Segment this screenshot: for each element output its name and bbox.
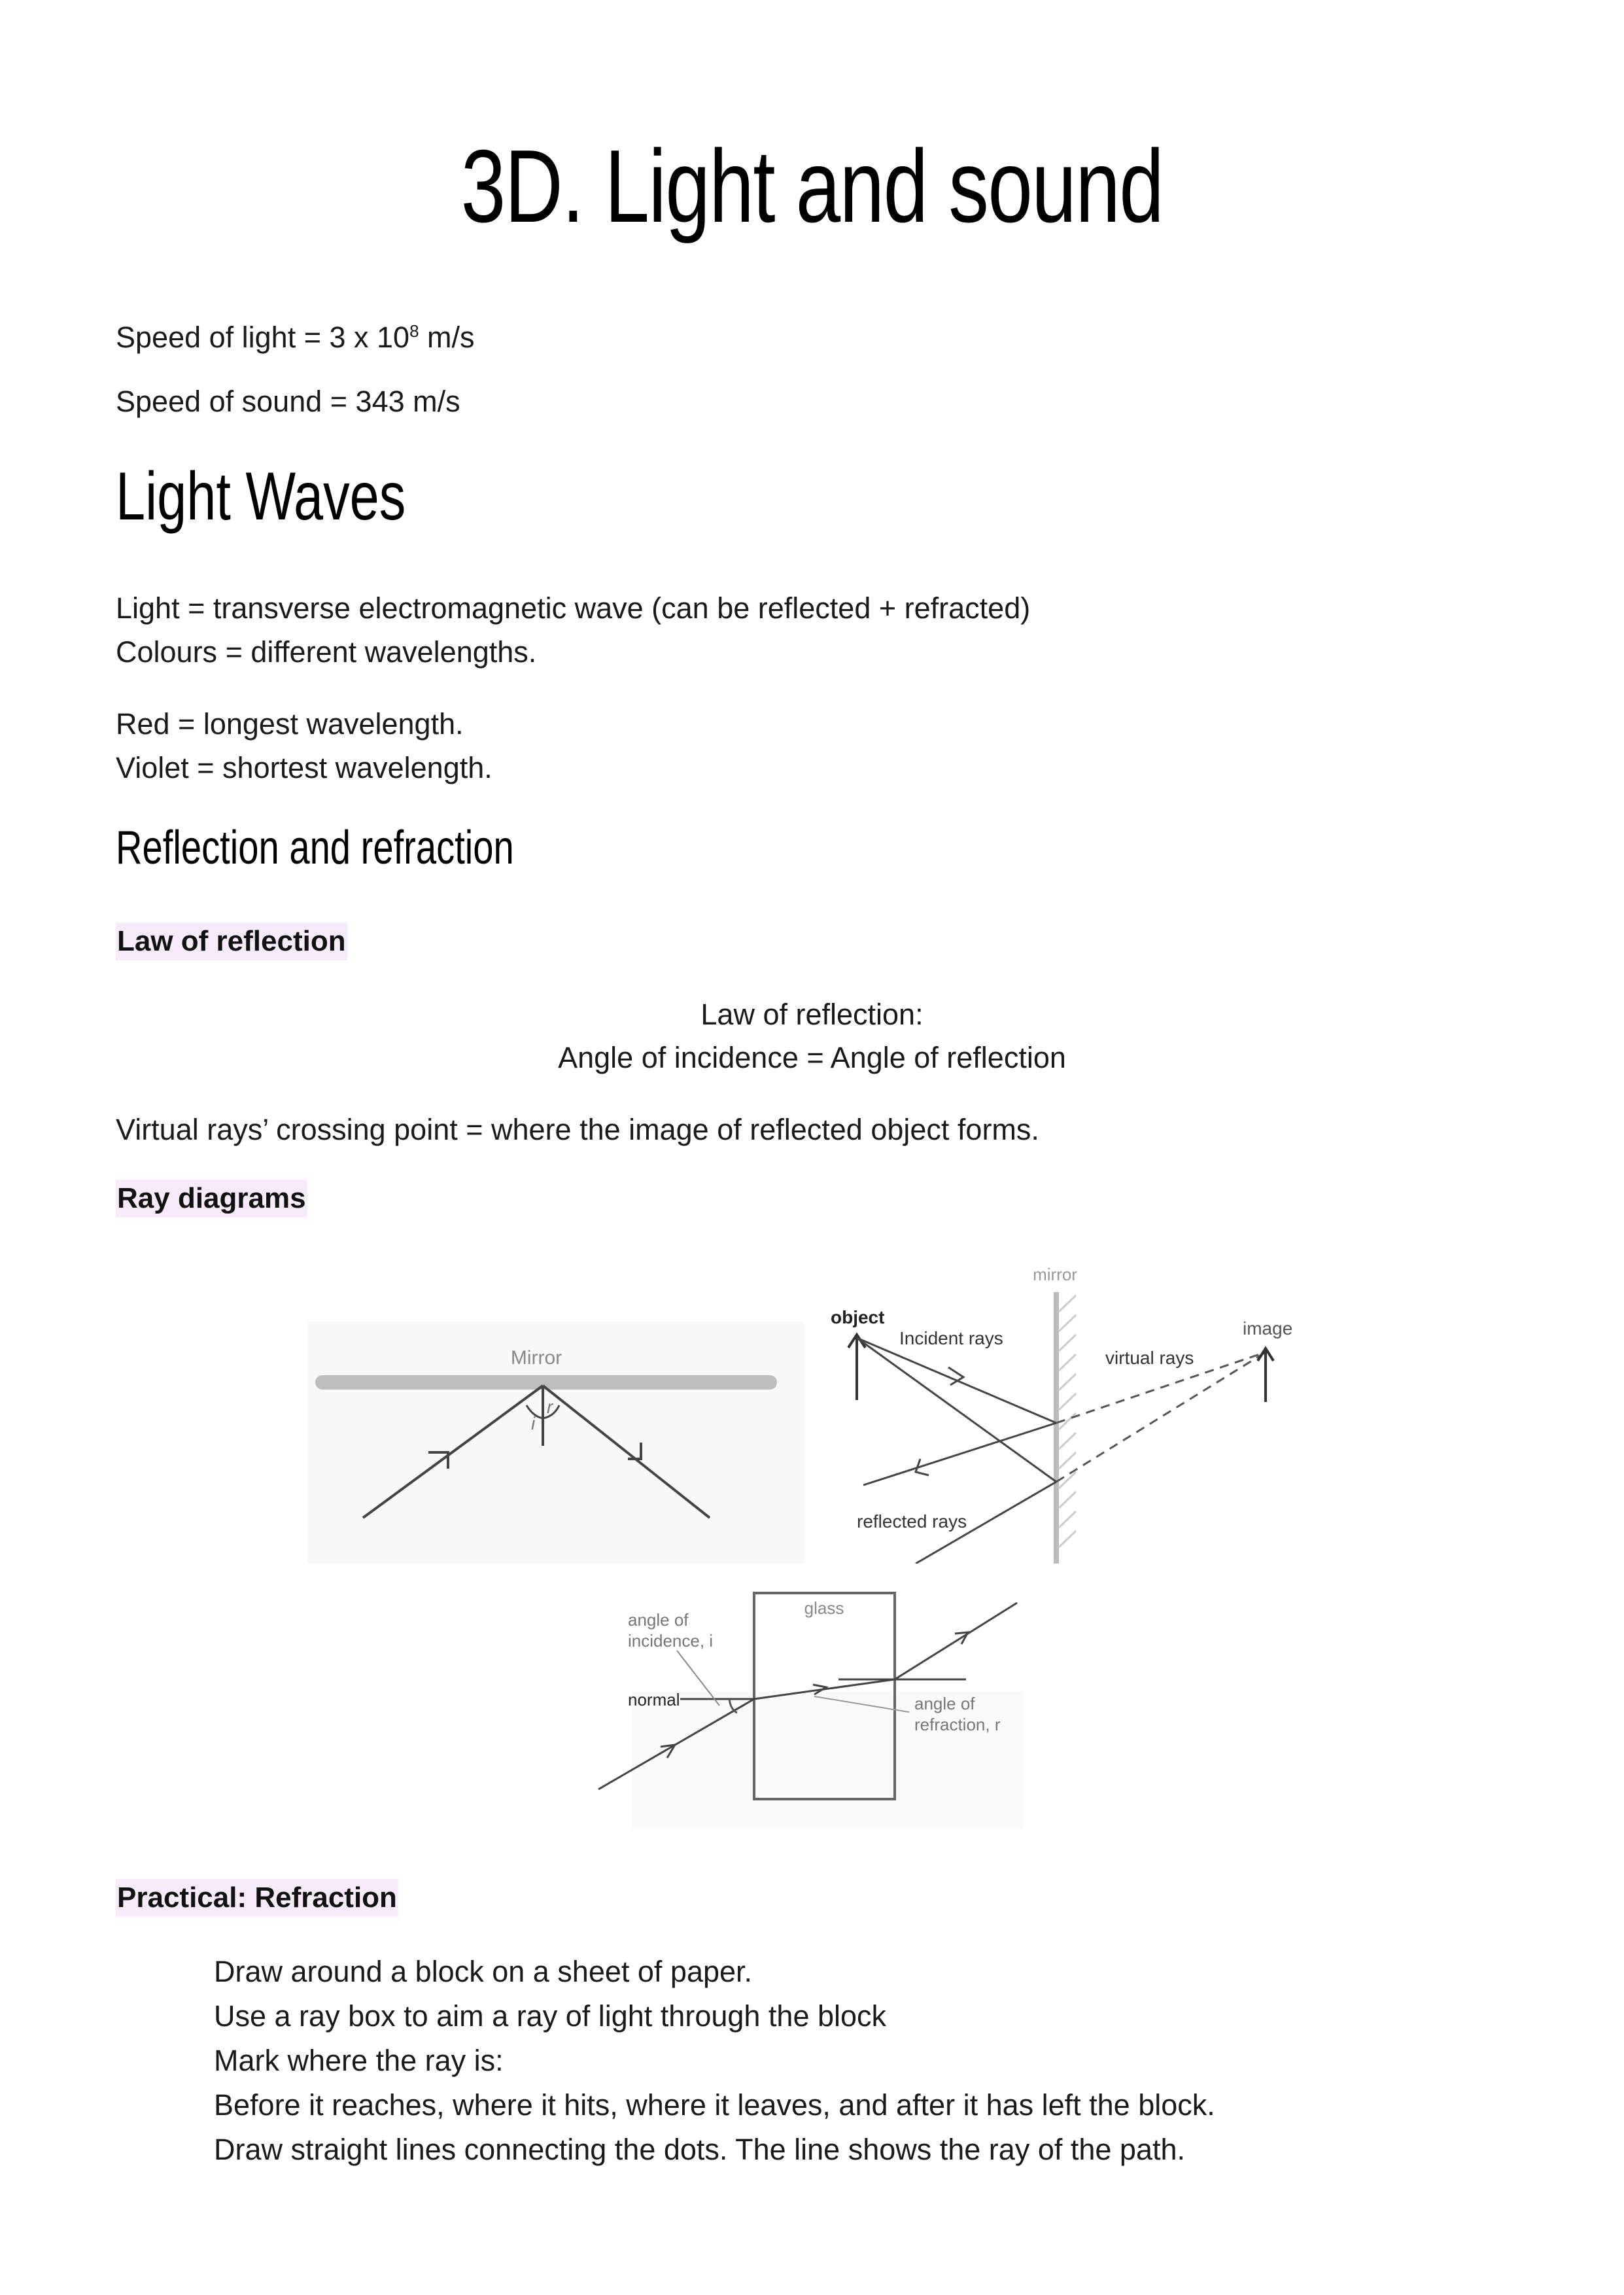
angle-refraction-label-1: angle of	[914, 1694, 975, 1713]
mirror-label: Mirror	[510, 1347, 562, 1369]
glass-label: glass	[804, 1598, 844, 1618]
virtual-rays-text: Virtual rays’ crossing point = where the image of reflected object forms.	[116, 1113, 1039, 1146]
angle-incidence-label-1: angle of	[628, 1610, 689, 1630]
object-label: object	[831, 1307, 885, 1327]
speed-of-light: Speed of light = 3 x $10^8$ m/s	[116, 321, 475, 354]
practical-step: Before it reaches, where it hits, where it leaves, and after it has left the block.	[214, 2088, 1215, 2122]
angle-i-label: i	[531, 1413, 536, 1433]
emergent-ray	[895, 1603, 1017, 1679]
ray-diagrams-label: Ray diagrams	[116, 1180, 307, 1218]
practical-step: Draw around a block on a sheet of paper.	[214, 1955, 753, 1988]
colours-definition: Colours = different wavelengths.	[116, 635, 537, 669]
refraction-diagram	[592, 1586, 1037, 1829]
reflection-heading: Reflection and refraction	[116, 822, 514, 874]
speed-of-sound: Speed of sound = 343 m/s	[116, 385, 460, 418]
law-line-2: Angle of incidence = Angle of reflection	[558, 1041, 1066, 1074]
violet-wavelength: Violet = shortest wavelength.	[116, 751, 492, 784]
practical-refraction-label: Practical: Refraction	[116, 1879, 398, 1917]
normal-label: normal	[628, 1690, 680, 1709]
practical-step: Use a ray box to aim a ray of light through the block	[214, 1999, 887, 2033]
virtual-image-diagram	[814, 1259, 1298, 1564]
virtual-rays-label: virtual rays	[1105, 1348, 1194, 1368]
mirror-reflection-diagram	[307, 1322, 804, 1564]
angle-incidence-label-2: incidence, i	[628, 1631, 714, 1651]
page-title: 3D. Light and sound	[460, 129, 1164, 244]
red-wavelength: Red = longest wavelength.	[116, 707, 464, 741]
virtual-ray-2	[1056, 1352, 1266, 1482]
law-line-1: Law of reflection:	[700, 998, 924, 1031]
reflected-rays-label: reflected rays	[857, 1511, 967, 1532]
practical-step: Mark where the ray is:	[214, 2044, 504, 2077]
practical-step: Draw straight lines connecting the dots. The line shows the ray of the path.	[214, 2133, 1185, 2166]
angle-refraction-label-2: refraction, r	[914, 1715, 1001, 1734]
angle-r-label: r	[547, 1397, 553, 1417]
image-label: image	[1243, 1318, 1293, 1339]
reflected-ray-1	[863, 1423, 1056, 1485]
law-of-reflection-label: Law of reflection	[116, 922, 347, 960]
light-definition: Light = transverse electromagnetic wave (can be reflected + refracted)	[116, 591, 1031, 625]
mirror-small-label: mirror	[1033, 1265, 1077, 1284]
incident-rays-label: Incident rays	[899, 1328, 1003, 1348]
light-waves-heading: Light Waves	[116, 459, 406, 534]
